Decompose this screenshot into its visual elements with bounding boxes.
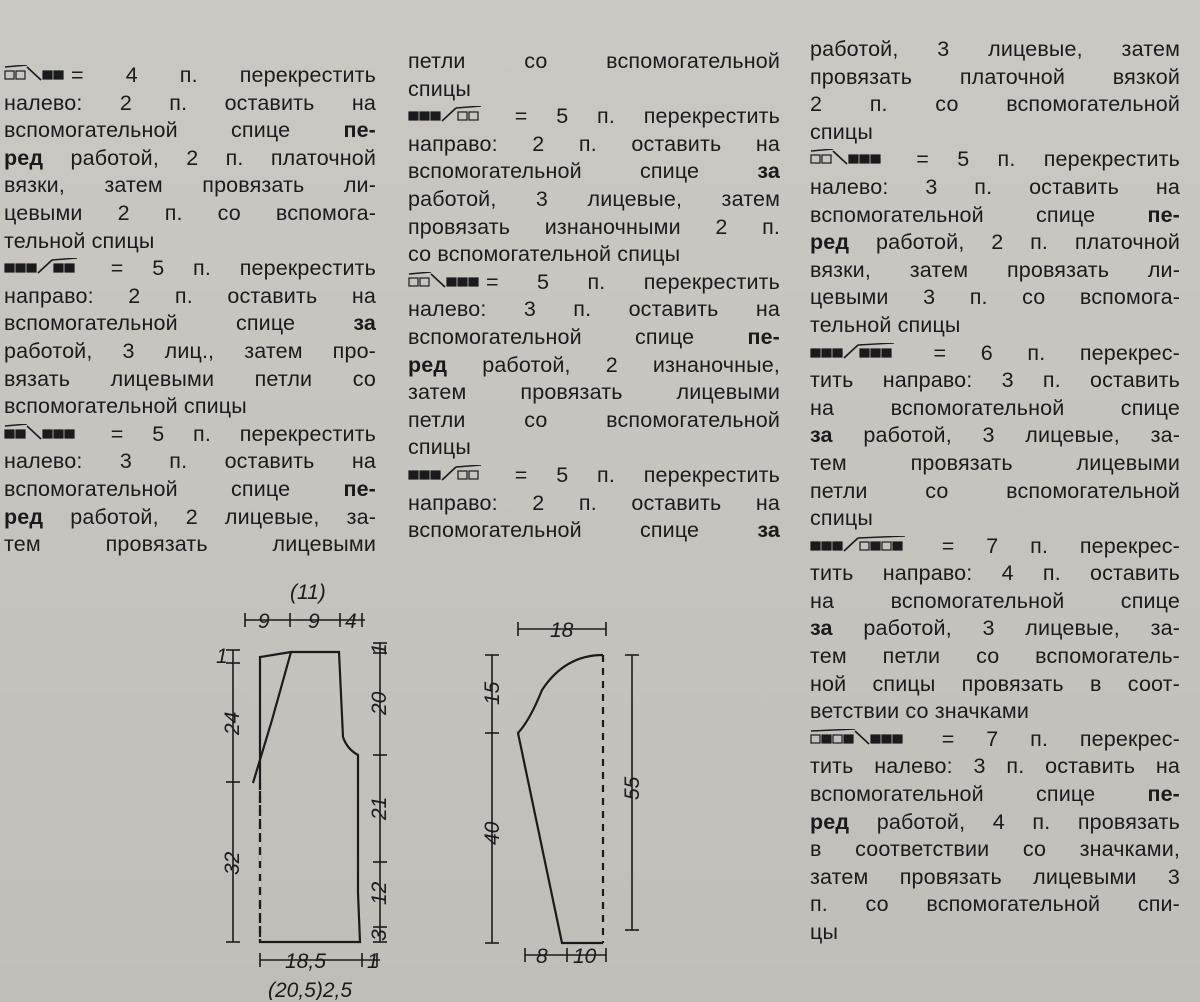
text-line: [408, 131, 780, 159]
line-text: затем провязать лицевыми: [408, 380, 780, 405]
line-text: петли со вспомогательной: [408, 407, 780, 432]
text-line: [810, 119, 1180, 147]
line-text: ной спицы провязать в соот-: [810, 671, 1180, 696]
text-line: [810, 836, 1180, 864]
text-line: [4, 145, 376, 173]
cable-cross-right-icon: [408, 106, 483, 124]
bottom-dim-1: 18,5: [285, 950, 326, 973]
line-text: тить направо: 3 п. оставить: [810, 368, 1180, 393]
text-line: [810, 560, 1180, 588]
text-line: [4, 283, 376, 311]
top-dim-2: 9: [308, 610, 320, 633]
line-text: спицы: [408, 435, 471, 460]
text-line: [810, 505, 1180, 533]
line-text: петли со вспомогательной: [810, 478, 1180, 503]
text-line: [4, 366, 376, 394]
text-line: [810, 146, 1180, 174]
bold-word: за: [810, 616, 833, 641]
line-text: провязать платочной вязкой: [810, 64, 1180, 89]
line-text: тить направо: 4 п. оставить: [810, 561, 1180, 586]
text-line: [4, 117, 376, 145]
line-text: направо: 2 п. оставить на: [4, 283, 376, 308]
line-text: = 5 п. перекрестить: [82, 256, 376, 281]
right-dim-1: 1: [368, 643, 391, 655]
bold-word: за: [810, 423, 833, 448]
left-dim-2: 40: [481, 821, 504, 845]
line-text: 2 п. со вспомогательной: [810, 92, 1180, 117]
line-text: вязки, затем провязать ли-: [810, 257, 1180, 282]
top-dim-1: 9: [258, 610, 270, 633]
line-text: вязки, затем провязать ли-: [4, 173, 376, 198]
text-line: [810, 615, 1180, 643]
text-column-2: [408, 48, 780, 545]
line-text: = 5 п. перекрестить: [486, 269, 780, 294]
text-line: [810, 202, 1180, 230]
text-line: [408, 158, 780, 186]
text-line: [408, 379, 780, 407]
line-text: тить налево: 3 п. оставить на: [810, 754, 1180, 779]
text-line: [408, 76, 780, 104]
line-text: = 4 п. перекрестить: [71, 63, 376, 87]
right-dim-4: 12: [368, 881, 391, 905]
bold-word: ред: [408, 352, 448, 377]
line-text: направо: 2 п. оставить на: [408, 131, 780, 156]
text-line: [408, 48, 780, 76]
bold-word: пе-: [747, 324, 780, 349]
line-text: = 5 п. перекрестить: [486, 104, 780, 129]
line-text: тельной спицы: [4, 228, 155, 253]
sleeve-schematic: [470, 605, 670, 985]
line-text: вспомогательной спице: [408, 518, 758, 543]
line-text: работой, 4 п. провязать: [849, 809, 1180, 834]
right-dim-3: 21: [368, 796, 391, 820]
line-text: вспомогательной спице: [4, 311, 354, 336]
line-text: тельной спицы: [810, 312, 961, 337]
text-line: [810, 753, 1180, 781]
line-text: тем провязать лицевыми: [4, 532, 376, 557]
bold-word: пе-: [1147, 202, 1180, 227]
line-text: = 5 п. перекрестить: [888, 147, 1180, 172]
line-text: работой, 2 изнаночные,: [447, 352, 780, 377]
text-line: [810, 229, 1180, 257]
text-line: [810, 726, 1180, 754]
text-line: [4, 90, 376, 118]
text-line: [4, 200, 376, 228]
line-text: = 7 п. перекрес-: [910, 726, 1180, 751]
text-line: [810, 312, 1180, 340]
bottom-dim-2: 1: [367, 950, 379, 973]
text-line: [4, 228, 376, 256]
line-text: в соответствии со значками,: [810, 837, 1180, 862]
line-text: вязать лицевыми петли со: [4, 366, 376, 391]
line-text: работой, 3 лицевые, за-: [832, 616, 1180, 641]
line-text: = 7 п. перекрес-: [910, 533, 1180, 558]
panel-outline: [260, 652, 360, 942]
text-line: [810, 864, 1180, 892]
line-text: на вспомогательной спице: [810, 588, 1180, 613]
line-text: цевыми 3 п. со вспомога-: [810, 285, 1180, 310]
left-dim-3: 32: [221, 851, 244, 875]
bold-word: пе-: [343, 118, 376, 143]
text-line: [4, 448, 376, 476]
text-line: [4, 62, 376, 90]
text-line: [4, 476, 376, 504]
bold-word: за: [353, 311, 376, 336]
text-line: [810, 891, 1180, 919]
line-text: = 6 п. перекрес-: [899, 340, 1180, 365]
line-text: работой, 2 лицевые, за-: [43, 504, 376, 529]
bold-word: ред: [4, 504, 44, 529]
text-line: [4, 393, 376, 421]
cable-cross-right-icon: [408, 465, 483, 483]
text-line: [4, 421, 376, 449]
text-line: [408, 352, 780, 380]
line-text: вспомогательной спице: [810, 782, 1148, 807]
top-dim-3: 4: [345, 610, 357, 633]
line-text: налево: 3 п. оставить на: [810, 174, 1180, 199]
text-line: [408, 186, 780, 214]
line-text: = 5 п. перекрестить: [82, 421, 376, 446]
line-text: п. со вспомогательной спи-: [810, 892, 1180, 917]
text-line: [810, 588, 1180, 616]
bold-word: пе-: [343, 476, 376, 501]
cable-cross-left-icon: [4, 65, 68, 83]
line-text: налево: 3 п. оставить на: [4, 449, 376, 474]
text-line: [810, 257, 1180, 285]
text-line: [810, 698, 1180, 726]
line-text: работой, 3 лиц., затем про-: [4, 338, 376, 363]
text-line: [810, 422, 1180, 450]
bottom-dim-2: 10: [573, 945, 597, 968]
text-line: [4, 338, 376, 366]
line-text: вспомогательной спице: [408, 324, 748, 349]
text-line: [408, 407, 780, 435]
line-text: на вспомогательной спице: [810, 395, 1180, 420]
text-line: [408, 269, 780, 297]
cable-cross-right-icon: [4, 258, 79, 276]
line-text: спицы: [810, 506, 873, 531]
line-text: спицы: [408, 76, 471, 101]
line-text: вспомогательной спице: [4, 476, 344, 501]
line-text: тем петли со вспомогатель-: [810, 644, 1180, 669]
line-text: вспомогательной спицы: [4, 394, 247, 419]
text-line: [810, 91, 1180, 119]
text-line: [810, 284, 1180, 312]
text-line: [408, 214, 780, 242]
text-line: [810, 671, 1180, 699]
line-text: цевыми 2 п. со вспомога-: [4, 200, 376, 225]
text-line: [810, 174, 1180, 202]
line-text: работой, 2 п. платочной: [849, 230, 1180, 255]
cable-cross-left-icon: [408, 272, 483, 290]
text-line: [4, 172, 376, 200]
text-line: [810, 781, 1180, 809]
line-text: ветствии со значками: [810, 699, 1030, 724]
line-text: налево: 2 п. оставить на: [4, 90, 376, 115]
text-line: [810, 395, 1180, 423]
line-text: налево: 3 п. оставить на: [408, 297, 780, 322]
text-line: [408, 434, 780, 462]
line-text: направо: 2 п. оставить на: [408, 490, 780, 515]
text-line: [810, 64, 1180, 92]
right-dim-1: 55: [621, 776, 644, 800]
line-text: тем провязать лицевыми: [810, 450, 1180, 475]
text-line: [4, 255, 376, 283]
top-dim-1: 18: [550, 619, 574, 642]
right-dim-2: 20: [368, 691, 391, 715]
cable-cross-left-icon: [810, 729, 907, 747]
bold-word: ред: [4, 145, 44, 170]
text-line: [810, 643, 1180, 671]
front-panel-schematic: [190, 575, 415, 1000]
text-column-3: [810, 36, 1180, 947]
line-text: работой, 2 п. платочной: [43, 145, 376, 170]
text-line: [408, 490, 780, 518]
text-column-1: [4, 62, 376, 559]
line-text: петли со вспомогательной: [408, 49, 780, 73]
line-text: = 5 п. перекрестить: [486, 462, 780, 487]
text-line: [408, 241, 780, 269]
text-line: [810, 809, 1180, 837]
text-line: [408, 517, 780, 545]
line-text: работой, 3 лицевые, затем: [408, 186, 780, 211]
text-line: [810, 367, 1180, 395]
text-line: [810, 478, 1180, 506]
text-line: [408, 103, 780, 131]
left-dim-2: 24: [221, 711, 244, 735]
left-dim-1: 1: [216, 645, 228, 668]
line-text: работой, 3 лицевые, затем: [810, 37, 1180, 61]
cable-cross-left-icon: [810, 149, 885, 167]
cable-cross-right-icon: [810, 536, 907, 554]
bold-word: ред: [810, 230, 850, 255]
neckline: [253, 652, 291, 783]
text-line: [4, 310, 376, 338]
right-dim-5: 3: [368, 929, 391, 941]
bold-word: за: [757, 159, 780, 184]
left-dim-1: 15: [481, 681, 504, 705]
line-text: вспомогательной спице: [408, 159, 758, 184]
line-text: со вспомогательной спицы: [408, 242, 681, 267]
line-text: цы: [810, 920, 839, 944]
text-line: [408, 324, 780, 352]
line-text: вспомогательной спице: [4, 118, 344, 143]
text-line: [810, 919, 1180, 947]
text-line: [408, 296, 780, 324]
bold-word: ред: [810, 809, 850, 834]
text-line: [810, 450, 1180, 478]
top-note: (11): [290, 581, 326, 604]
text-line: [810, 533, 1180, 561]
line-text: провязать изнаночными 2 п.: [408, 214, 780, 239]
text-line: [810, 340, 1180, 368]
cable-cross-left-icon: [4, 424, 79, 442]
line-text: спицы: [810, 119, 873, 144]
text-line: [4, 504, 376, 532]
line-text: работой, 3 лицевые, за-: [832, 423, 1180, 448]
text-line: [4, 531, 376, 559]
bottom-note: (20,5)2,5: [268, 979, 353, 1000]
cable-cross-right-icon: [810, 343, 896, 361]
bold-word: за: [757, 518, 780, 543]
sleeve-outline: [518, 655, 603, 943]
bottom-dim-1: 8: [536, 945, 548, 968]
text-line: [408, 462, 780, 490]
text-line: [810, 36, 1180, 64]
line-text: затем провязать лицевыми 3: [810, 864, 1180, 889]
line-text: вспомогательной спице: [810, 202, 1148, 227]
bold-word: пе-: [1147, 782, 1180, 807]
